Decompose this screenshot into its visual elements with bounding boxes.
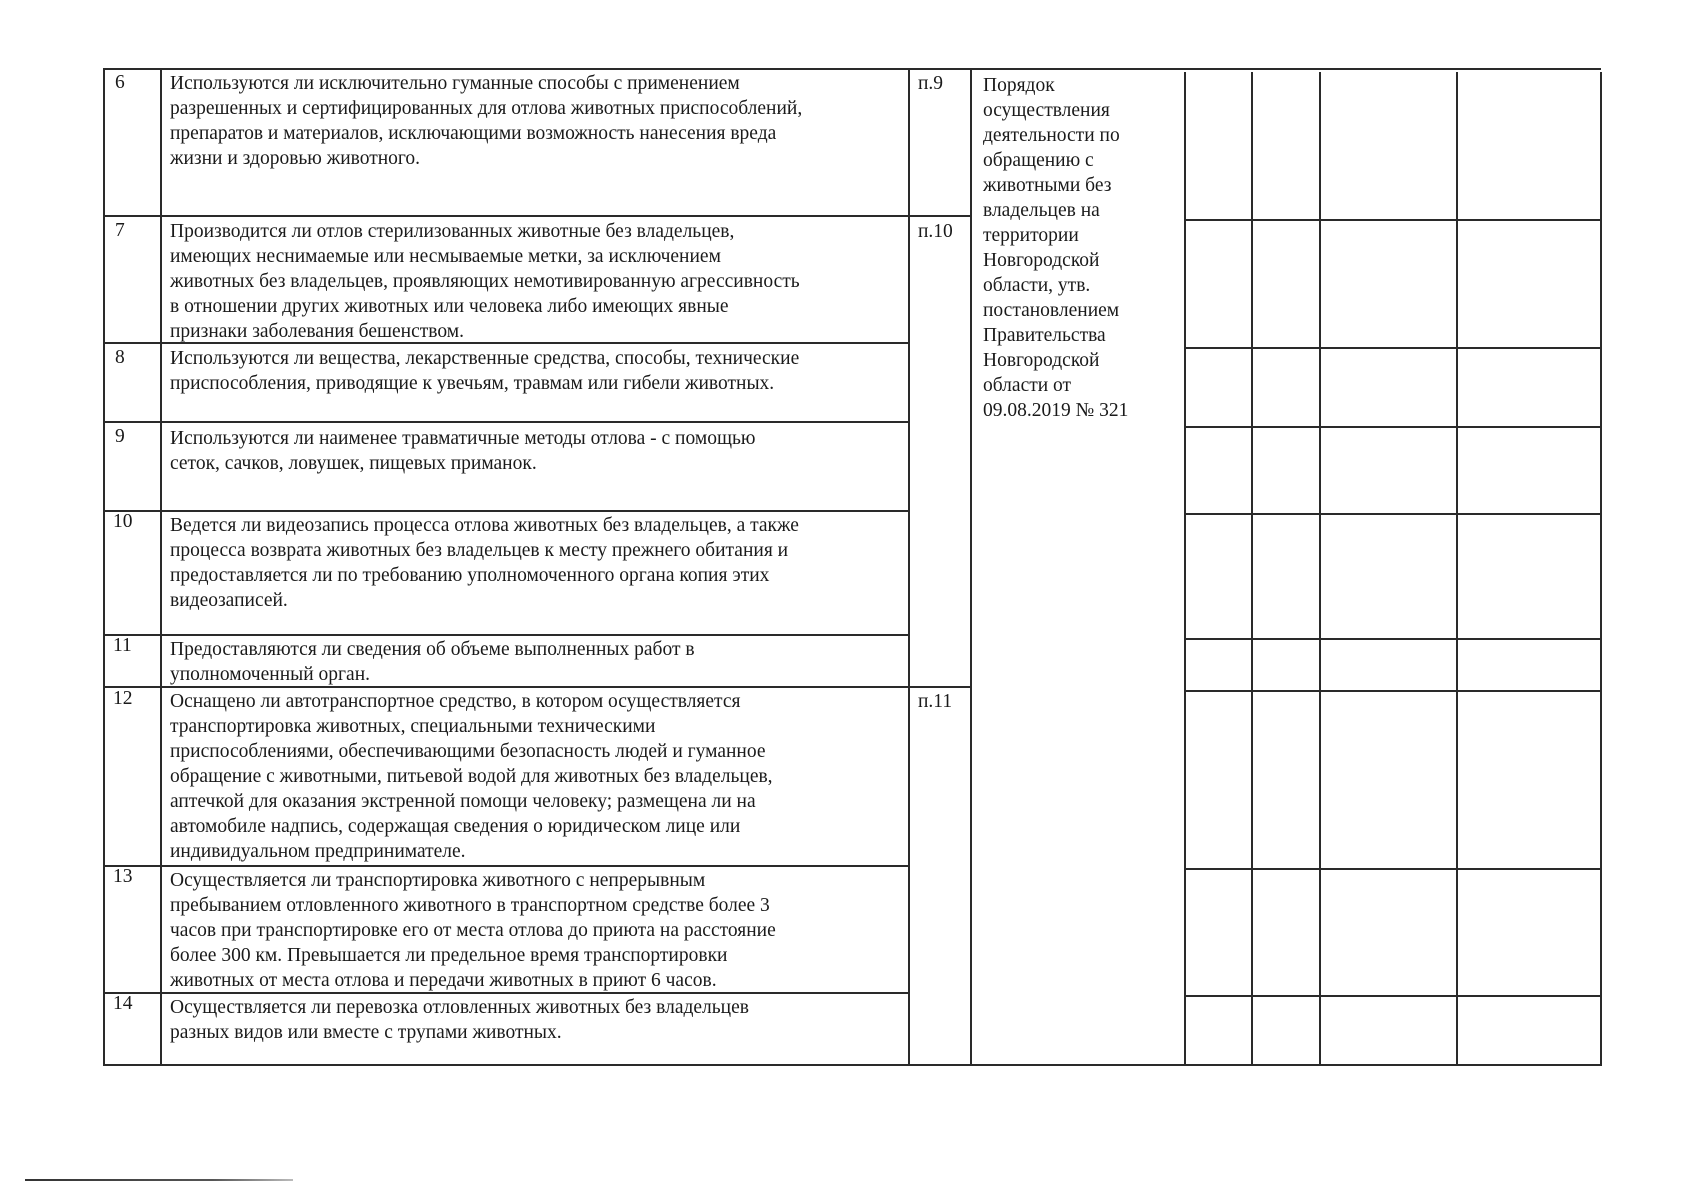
row-divider <box>103 510 909 512</box>
answer-row-divider <box>1184 347 1601 349</box>
row-divider <box>103 634 909 636</box>
question-text: Оснащено ли автотранспортное средство, в котором осуществляется <box>170 691 741 712</box>
row-number: 12 <box>113 688 133 709</box>
row-number: 9 <box>115 426 125 447</box>
row-number: 13 <box>113 866 133 887</box>
column-divider-answer-1 <box>1251 72 1253 1066</box>
question-text: аптечкой для оказания экстренной помощи человеку; размещена ли на <box>170 791 756 812</box>
answer-row-divider <box>1184 995 1601 997</box>
source-document-text: Порядок <box>983 75 1055 96</box>
source-document-text: области, утв. <box>983 275 1091 296</box>
question-text: пребыванием отловленного животного в транспортном средстве более 3 <box>170 895 770 916</box>
question-text: Используются ли наименее травматичные методы отлова - с помощью <box>170 428 756 449</box>
answer-row-divider <box>1184 638 1601 640</box>
clause-reference: п.9 <box>918 73 944 94</box>
question-text: разных видов или вместе с трупами животных. <box>170 1022 562 1043</box>
row-divider <box>103 865 909 867</box>
row-number: 7 <box>115 220 125 241</box>
source-document-text: постановлением <box>983 300 1120 321</box>
question-text: предоставляется ли по требованию уполномоченного органа копия этих <box>170 565 770 586</box>
clause-reference: п.10 <box>918 221 953 242</box>
source-document-text: Новгородской <box>983 350 1100 371</box>
column-divider-question <box>908 68 910 1066</box>
source-document-text: деятельности по <box>983 125 1120 146</box>
table-border-bottom <box>103 1064 1601 1066</box>
column-divider-answer-2 <box>1319 72 1321 1066</box>
question-text: препаратов и материалов, исключающими возможность нанесения вреда <box>170 123 777 144</box>
question-text: имеющих неснимаемые или несмываемые метки, за исключением <box>170 246 721 267</box>
answer-row-divider <box>1184 219 1601 221</box>
source-document-text: владельцев на <box>983 200 1100 221</box>
question-text: животных без владельцев, проявляющих немотивированную агрессивность <box>170 271 800 292</box>
row-divider <box>103 421 909 423</box>
question-text: Ведется ли видеозапись процесса отлова животных без владельцев, а также <box>170 515 799 536</box>
row-number: 14 <box>113 993 133 1014</box>
footnote-separator <box>25 1179 293 1181</box>
question-text: Используются ли вещества, лекарственные средства, способы, технические <box>170 348 800 369</box>
source-document-text: осуществления <box>983 100 1110 121</box>
source-document-text: Правительства <box>983 325 1106 346</box>
source-document-text: 09.08.2019 № 321 <box>983 400 1129 421</box>
table-border-top <box>103 68 1601 70</box>
question-text: Осуществляется ли перевозка отловленных животных без владельцев <box>170 997 749 1018</box>
question-text: индивидуальном предпринимателе. <box>170 841 466 862</box>
question-text: обращение с животными, питьевой водой для животных без владельцев, <box>170 766 773 787</box>
answer-row-divider <box>1184 426 1601 428</box>
answer-row-divider <box>1184 513 1601 515</box>
question-text: уполномоченный орган. <box>170 664 371 685</box>
row-number: 10 <box>113 511 133 532</box>
column-divider-number <box>160 68 162 1066</box>
column-divider-source <box>1184 72 1186 1066</box>
question-text: Предоставляются ли сведения об объеме выполненных работ в <box>170 639 695 660</box>
question-text: приспособления, приводящие к увечьям, травмам или гибели животных. <box>170 373 775 394</box>
question-text: автомобиле надпись, содержащая сведения о юридическом лице или <box>170 816 741 837</box>
question-text: транспортировка животных, специальными техническими <box>170 716 656 737</box>
source-document-text: животными без <box>983 175 1112 196</box>
source-document-text: территории <box>983 225 1079 246</box>
question-text: Производится ли отлов стерилизованных животные без владельцев, <box>170 221 735 242</box>
source-document-text: обращению с <box>983 150 1094 171</box>
table-border-left <box>103 68 105 1066</box>
question-text: Используются ли исключительно гуманные способы с применением <box>170 73 740 94</box>
row-divider <box>103 215 971 217</box>
column-divider-answer-3 <box>1456 72 1458 1066</box>
question-text: видеозаписей. <box>170 590 288 611</box>
question-text: приспособлениями, обеспечивающими безопасность людей и гуманное <box>170 741 766 762</box>
row-number: 6 <box>115 72 125 93</box>
answer-row-divider <box>1184 690 1601 692</box>
question-text: часов при транспортировке его от места отлова до приюта на расстояние <box>170 920 776 941</box>
question-text: признаки заболевания бешенством. <box>170 321 464 342</box>
question-text: животных от места отлова и передачи животных в приют 6 часов. <box>170 970 717 991</box>
source-document-text: области от <box>983 375 1072 396</box>
question-text: процесса возврата животных без владельцев к месту прежнего обитания и <box>170 540 789 561</box>
question-text: Осуществляется ли транспортировка животного с непрерывным <box>170 870 706 891</box>
source-document-text: Новгородской <box>983 250 1100 271</box>
question-text: в отношении других животных или человека либо имеющих явные <box>170 296 729 317</box>
clause-reference: п.11 <box>918 691 953 712</box>
question-text: сеток, сачков, ловушек, пищевых приманок. <box>170 453 537 474</box>
column-divider-clause <box>970 68 972 1066</box>
question-text: разрешенных и сертифицированных для отлова животных приспособлений, <box>170 98 803 119</box>
question-text: жизни и здоровью животного. <box>170 148 421 169</box>
row-number: 8 <box>115 347 125 368</box>
question-text: более 300 км. Превышается ли предельное время транспортировки <box>170 945 728 966</box>
row-number: 11 <box>113 635 132 656</box>
table-border-right <box>1600 72 1602 1066</box>
answer-row-divider <box>1184 868 1601 870</box>
